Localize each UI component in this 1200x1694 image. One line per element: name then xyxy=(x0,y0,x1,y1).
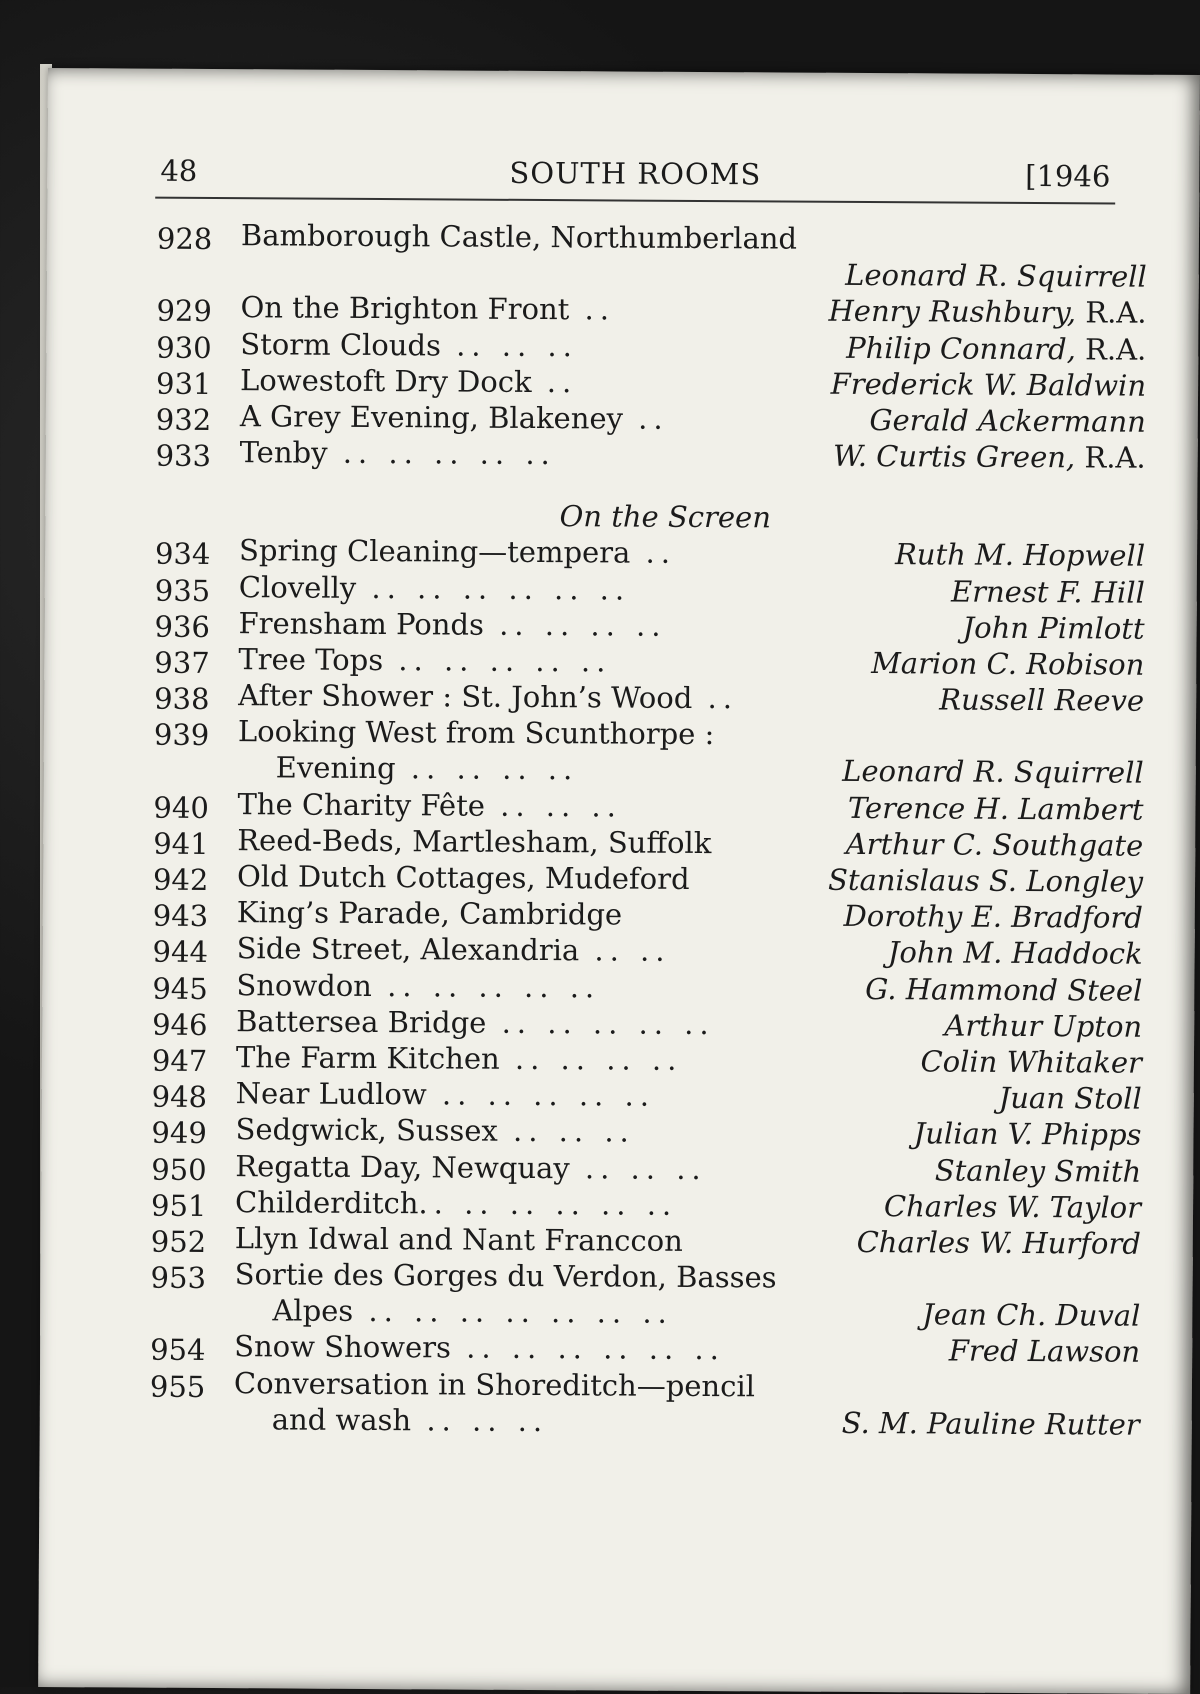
entry-title-line xyxy=(272,1401,549,1439)
entry-title-line xyxy=(239,532,676,571)
entry-artist xyxy=(951,573,1145,610)
artist-name: G. Hammond Steel xyxy=(865,972,1142,1008)
entry-number: 952 xyxy=(151,1224,207,1260)
entry-number: 937 xyxy=(154,645,210,681)
entry-title-line xyxy=(241,217,797,256)
entries-group-screen xyxy=(150,532,1146,1443)
artist-name: Fred Lawson xyxy=(949,1334,1141,1369)
artist-honours: R.A. xyxy=(1076,332,1147,366)
entry-artist xyxy=(844,898,1143,936)
leader-dots: .. .. .. .. xyxy=(500,1042,683,1077)
page-number: 48 xyxy=(160,154,197,188)
entry-artist xyxy=(833,438,1146,476)
catalogue-entry xyxy=(153,785,1143,827)
entry-number: 936 xyxy=(154,608,210,644)
entry-number: 931 xyxy=(156,365,212,401)
entry-title-line xyxy=(240,290,615,328)
leader-dots: .. xyxy=(623,401,669,435)
catalogue-entry xyxy=(153,858,1143,900)
catalogue-entry xyxy=(150,1364,1140,1406)
entry-title: and wash xyxy=(272,1402,412,1437)
entry-artist xyxy=(846,826,1144,864)
entry-artist xyxy=(869,402,1146,440)
entry-title: Frensham Ponds xyxy=(239,606,485,641)
entries-group-main xyxy=(156,217,1148,476)
entry-title-line xyxy=(237,858,690,897)
entry-title: On the Brighton Front xyxy=(240,291,569,327)
entry-title: King’s Parade, Cambridge xyxy=(237,895,622,931)
entry-number: 942 xyxy=(153,862,209,898)
entry-number: 945 xyxy=(152,970,208,1006)
catalogue-entry xyxy=(156,325,1146,367)
artist-name: Stanislaus S. Longley xyxy=(828,863,1143,899)
section-heading: On the Screen xyxy=(155,496,1145,538)
entry-title-line xyxy=(237,894,623,932)
entry-title-line xyxy=(235,1111,635,1149)
leader-dots: .. .. .. xyxy=(485,788,622,823)
entry-artist xyxy=(920,1043,1142,1080)
leader-dots: .. .. .. .. .. xyxy=(327,436,555,471)
entry-number: 938 xyxy=(154,681,210,717)
entry-artist xyxy=(999,1080,1142,1117)
entry-number: 951 xyxy=(151,1187,207,1223)
entry-title-line xyxy=(276,750,579,788)
entry-artist xyxy=(845,257,1147,295)
catalogue-entry xyxy=(151,1183,1141,1225)
entry-number: 954 xyxy=(150,1332,206,1368)
entry-title: Looking West from Scunthorpe : xyxy=(238,714,715,751)
artist-name: Frederick W. Baldwin xyxy=(831,367,1147,403)
artist-name: Stanley Smith xyxy=(935,1153,1142,1188)
catalogue-entry xyxy=(153,930,1143,972)
entry-artist xyxy=(922,1297,1140,1334)
entry-title: Sortie des Gorges du Verdon, Basses xyxy=(235,1257,777,1294)
artist-name: Ernest F. Hill xyxy=(951,574,1145,609)
entry-title-line xyxy=(240,362,577,400)
entry-title: Snowdon xyxy=(236,968,372,1003)
entry-title: Bamborough Castle, Northumberland xyxy=(241,218,797,255)
entry-title: Childerditch xyxy=(235,1185,419,1220)
catalogue-entry xyxy=(150,1328,1140,1370)
catalogue-entry xyxy=(152,1002,1142,1044)
entry-title: Reed-Beds, Martlesham, Suffolk xyxy=(237,823,711,860)
leader-dots: .. .. .. .. xyxy=(396,752,579,787)
entry-number: 934 xyxy=(155,536,211,572)
leader-dots: .. .. .. .. .. .. xyxy=(356,570,630,606)
entry-number: 953 xyxy=(151,1260,207,1296)
entry-artist xyxy=(846,329,1146,367)
entry-artist xyxy=(895,536,1145,574)
entry-artist xyxy=(949,1333,1141,1370)
entry-title: Lowestoft Dry Dock xyxy=(240,363,532,399)
entry-title: Clovelly xyxy=(239,570,357,605)
catalogue-page xyxy=(38,68,1200,1694)
leader-dots: .. xyxy=(692,681,738,715)
artist-name: Colin Whitaker xyxy=(920,1044,1142,1079)
artist-name: Juan Stoll xyxy=(999,1081,1142,1116)
entry-title: Conversation in Shoreditch—pencil xyxy=(234,1366,755,1403)
leader-dots: .. .. xyxy=(579,934,671,969)
entry-number: 947 xyxy=(152,1043,208,1079)
catalogue-entry xyxy=(151,1256,1141,1298)
entry-title: Spring Cleaning—tempera xyxy=(239,533,631,569)
leader-dots: .. .. .. .. .. .. xyxy=(418,1186,677,1222)
entry-artist xyxy=(935,1152,1142,1189)
entry-number: 932 xyxy=(156,402,212,438)
catalogue-entry xyxy=(156,434,1146,476)
artist-name: Philip Connard, xyxy=(846,330,1076,365)
entry-title-line xyxy=(236,1075,655,1114)
artist-name: Gerald Ackermann xyxy=(869,403,1146,439)
entry-title-line xyxy=(236,1003,715,1042)
catalogue-entry xyxy=(154,677,1144,719)
entry-artist xyxy=(848,790,1144,828)
entry-title-line xyxy=(237,931,671,970)
entry-artist xyxy=(828,862,1143,900)
catalogue-entry xyxy=(153,894,1143,936)
entry-artist xyxy=(888,935,1143,973)
entry-title: A Grey Evening, Blakeney xyxy=(240,399,623,435)
entry-title: Alpes xyxy=(272,1294,353,1328)
artist-name: Arthur Upton xyxy=(944,1008,1142,1043)
entry-title-line xyxy=(234,1365,755,1404)
entry-number: 933 xyxy=(156,438,212,474)
catalogue-entry xyxy=(152,1075,1142,1117)
entry-number: 948 xyxy=(152,1079,208,1115)
entry-artist xyxy=(944,1007,1142,1044)
catalogue-entry xyxy=(154,713,1144,755)
entry-artist xyxy=(831,366,1147,404)
artist-name: Charles W. Taylor xyxy=(884,1189,1141,1225)
entry-artist xyxy=(842,1405,1140,1443)
artist-name: Terence H. Lambert xyxy=(848,791,1144,827)
leader-dots: .. .. .. .. .. xyxy=(383,643,611,678)
leader-dots: .. .. .. .. .. .. .. xyxy=(353,1294,673,1330)
catalogue-entry xyxy=(156,361,1146,403)
catalogue-entry xyxy=(157,217,1147,259)
catalogue-entry xyxy=(155,568,1145,610)
entry-title: Tree Tops xyxy=(238,642,383,677)
entry-title: The Charity Fête xyxy=(237,787,485,823)
artist-name: John M. Haddock xyxy=(888,936,1143,972)
artist-name: Julian V. Phipps xyxy=(914,1117,1142,1152)
catalogue-entry xyxy=(156,289,1146,331)
entries-list xyxy=(150,217,1147,1443)
entry-title-line xyxy=(240,434,556,472)
entry-title-line xyxy=(239,605,667,644)
leader-dots: .. .. .. .. xyxy=(484,607,667,642)
catalogue-entry xyxy=(157,253,1147,295)
entry-title: After Shower : St. John’s Wood xyxy=(238,678,692,715)
leader-dots: .. xyxy=(630,536,676,570)
entry-title-line xyxy=(236,1039,683,1078)
catalogue-entry xyxy=(155,532,1145,574)
entry-title: Evening xyxy=(276,751,396,786)
leader-dots: .. xyxy=(532,365,578,399)
entry-title-line xyxy=(240,398,669,437)
entry-title: Near Ludlow xyxy=(236,1076,427,1111)
leader-dots: .. .. .. xyxy=(441,328,578,363)
artist-name: Marion C. Robison xyxy=(871,646,1144,682)
entry-artist xyxy=(828,293,1146,331)
entry-number: 949 xyxy=(151,1115,207,1151)
entry-title-line xyxy=(235,1220,683,1259)
catalogue-entry xyxy=(152,1039,1142,1081)
leader-dots: .. .. .. xyxy=(498,1114,635,1149)
entry-title-line xyxy=(234,1329,725,1368)
entry-title-line xyxy=(235,1256,777,1295)
artist-name: Leonard R. Squirrell xyxy=(842,754,1144,790)
entry-artist xyxy=(939,682,1144,719)
artist-name: Henry Rushbury, xyxy=(828,294,1076,330)
entry-title: Llyn Idwal and Nant Franccon xyxy=(235,1221,683,1258)
entry-title-line xyxy=(272,1293,673,1331)
catalogue-entry xyxy=(153,821,1143,863)
entry-number: 940 xyxy=(153,789,209,825)
entry-title: The Farm Kitchen xyxy=(236,1040,500,1076)
entry-title: Side Street, Alexandria xyxy=(237,932,580,968)
catalogue-entry xyxy=(150,1400,1140,1442)
entry-artist xyxy=(842,753,1144,791)
entry-number: 943 xyxy=(153,898,209,934)
entry-number: 941 xyxy=(153,825,209,861)
leader-dots: .. xyxy=(569,293,615,327)
artist-name: Jean Ch. Duval xyxy=(922,1298,1140,1333)
catalogue-entry xyxy=(151,1111,1141,1153)
artist-honours: R.A. xyxy=(1076,296,1147,330)
entry-artist xyxy=(857,1224,1141,1262)
entry-artist xyxy=(884,1188,1141,1226)
entry-artist xyxy=(914,1116,1142,1153)
artist-name: Ruth M. Hopwell xyxy=(895,537,1145,573)
entry-title: Battersea Bridge xyxy=(236,1004,486,1040)
entry-number: 928 xyxy=(157,221,213,257)
leader-dots: .. .. .. xyxy=(411,1403,548,1438)
artist-name: Leonard R. Squirrell xyxy=(845,258,1147,294)
artist-name: John Pimlott xyxy=(962,610,1144,645)
entry-title-line xyxy=(238,677,738,716)
leader-dots: .. .. .. .. .. xyxy=(486,1005,714,1040)
catalogue-entry xyxy=(152,966,1142,1008)
entry-title-line xyxy=(238,641,611,679)
entry-artist xyxy=(871,645,1144,683)
entry-title-line xyxy=(238,713,715,752)
catalogue-entry xyxy=(156,398,1146,440)
entry-number: 930 xyxy=(156,329,212,365)
entry-title-line xyxy=(237,822,711,861)
leader-dots: .. .. .. .. .. xyxy=(372,969,600,1004)
leader-dots: .. .. .. .. .. .. xyxy=(451,1331,725,1367)
artist-name: Arthur C. Southgate xyxy=(846,827,1144,863)
artist-name: W. Curtis Green, xyxy=(833,439,1075,474)
catalogue-entry xyxy=(150,1292,1140,1334)
entry-title-line xyxy=(240,326,578,364)
entry-title-line xyxy=(235,1148,707,1187)
artist-name: Charles W. Hurford xyxy=(857,1225,1141,1261)
entry-title-line xyxy=(239,569,631,607)
year-label: [1946 xyxy=(1025,159,1110,194)
leader-dots: .. .. .. xyxy=(570,1151,707,1186)
entry-number: 944 xyxy=(152,934,208,970)
catalogue-entry xyxy=(151,1147,1141,1189)
entry-number: 946 xyxy=(152,1006,208,1042)
artist-name: Russell Reeve xyxy=(939,683,1144,718)
catalogue-entry xyxy=(155,604,1145,646)
entry-title-line xyxy=(236,967,600,1005)
entry-title-line xyxy=(235,1184,677,1223)
artist-name: S. M. Pauline Rutter xyxy=(842,1406,1140,1442)
entry-number: 939 xyxy=(154,717,210,753)
catalogue-entry xyxy=(154,749,1144,791)
entry-artist xyxy=(865,971,1142,1009)
entry-number: 950 xyxy=(151,1151,207,1187)
entry-artist xyxy=(962,609,1144,646)
entry-title: Sedgwick, Sussex xyxy=(235,1112,498,1148)
entry-title: Tenby xyxy=(240,435,328,470)
entry-title-line xyxy=(237,786,622,824)
page-title: SOUTH ROOMS xyxy=(160,154,1110,194)
entry-number: 929 xyxy=(156,293,212,329)
entry-title: Storm Clouds xyxy=(240,327,441,362)
catalogue-entry xyxy=(151,1220,1141,1262)
artist-honours: R.A. xyxy=(1075,440,1146,474)
leader-dots: .. .. .. .. .. xyxy=(427,1077,655,1112)
entry-title: Snow Showers xyxy=(234,1330,451,1365)
entry-title: Old Dutch Cottages, Mudeford xyxy=(237,859,690,896)
entry-number: 955 xyxy=(150,1368,206,1404)
catalogue-entry xyxy=(154,641,1144,683)
entry-title: Regatta Day, Newquay xyxy=(235,1149,570,1185)
artist-name: Dorothy E. Bradford xyxy=(844,899,1143,935)
entry-number: 935 xyxy=(155,572,211,608)
